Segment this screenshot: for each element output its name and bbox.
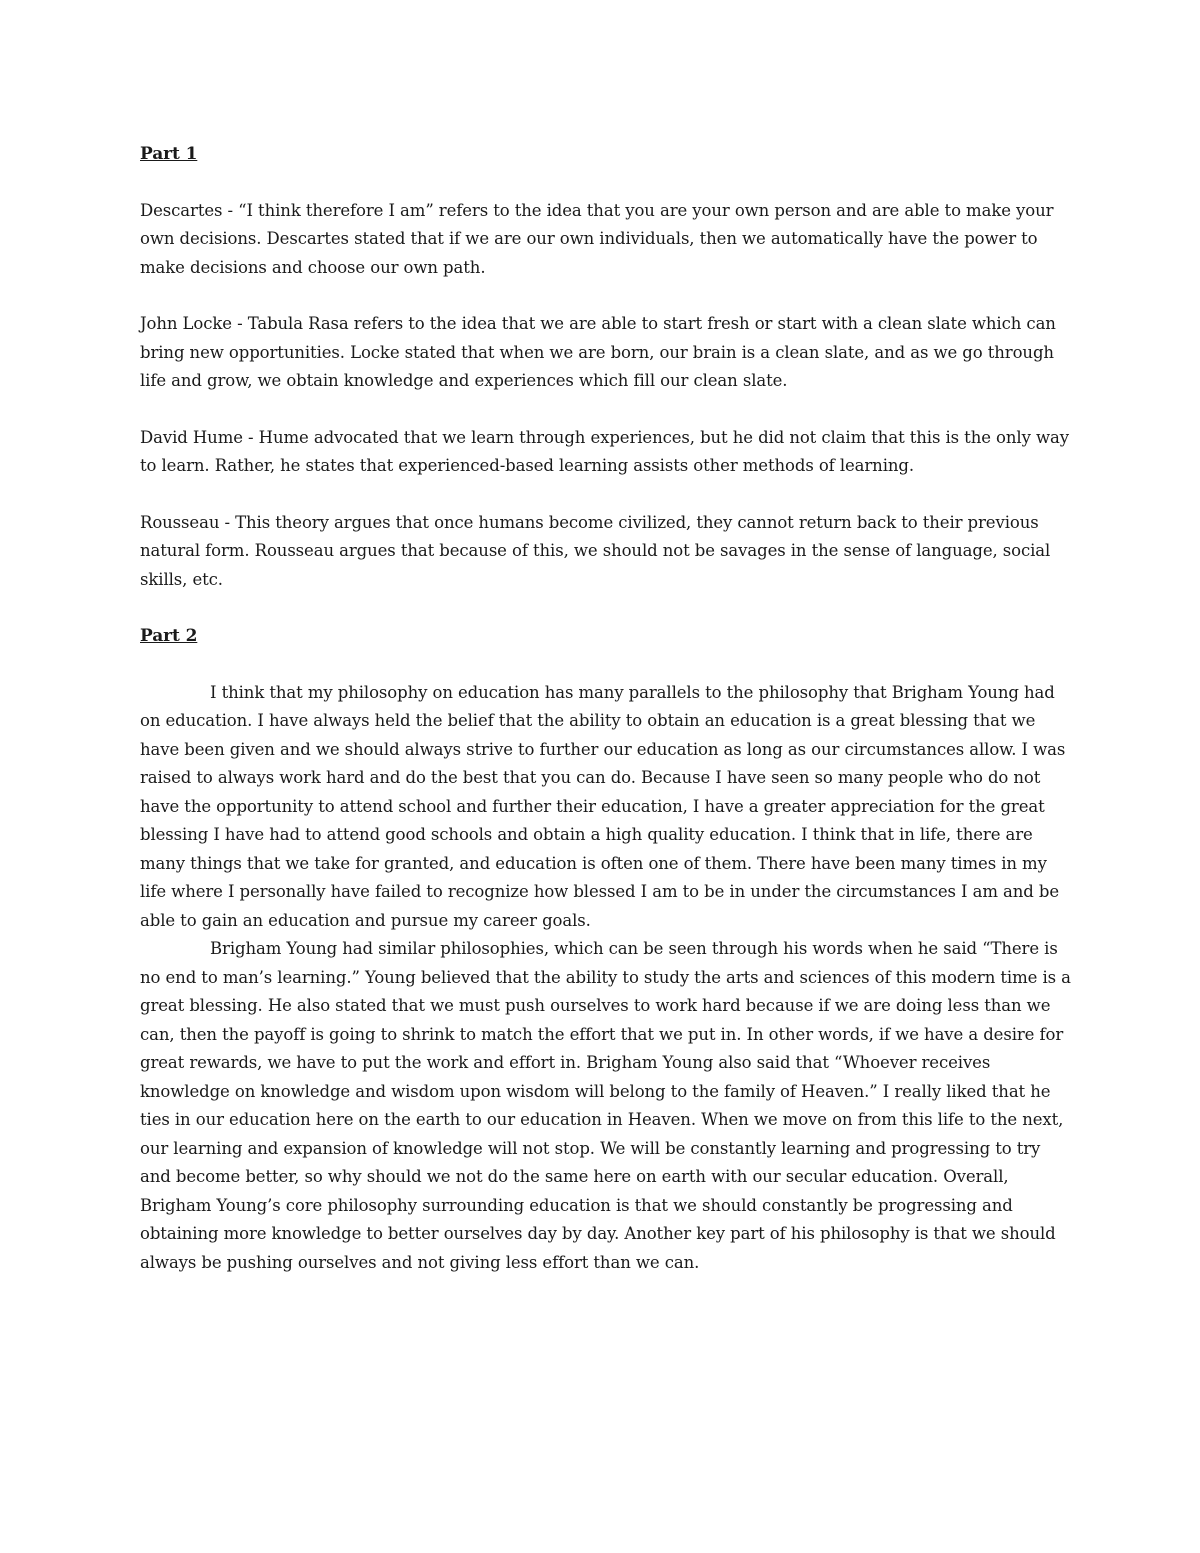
part1-heading: Part 1 (140, 144, 198, 164)
spacer (140, 651, 1075, 679)
document-body (140, 140, 1075, 1277)
part2-heading: Part 2 (140, 626, 198, 646)
paragraph-brigham-young: Brigham Young had similar philosophies, which can be seen through his words when he said “There is no end to man’s learning.” Young believed that the ability to study the arts and sciences of this modern time is a great blessing. He also stated that we must push ourselves to work hard because if we are doing less than we can, then the payoff is going to shrink to match the effort that we put in. In other words, if we have a desire for great rewards, we have to put the work and effort in. Brigham Young also said that “Whoever receives knowledge on knowledge and wisdom upon wisdom will belong to the family of Heaven.” I really liked that he ties in our education here on the earth to our education in Heaven. When we move on from this life to the next, our learning and expansion of knowledge will not stop. We will be constantly learning and progressing to try and become better, so why should we not do the same here on earth with our secular education. Overall, Brigham Young’s core philosophy surrounding education is that we should constantly be progressing and obtaining more knowledge to better ourselves day by day. Another key part of his philosophy is that we should always be pushing ourselves and not giving less effort than we can. (140, 939, 1071, 1272)
paragraph-education-philosophy: I think that my philosophy on education has many parallels to the philosophy that Brigham Young had on education. I have always held the belief that the ability to obtain an education is a great blessing that we have been given and we should always strive to further our education as long as our circumstances allow. I was raised to always work hard and do the best that you can do. Because I have seen so many people who do not have the opportunity to attend school and further their education, I have a greater appreciation for the great blessing I have had to attend good schools and obtain a high quality education. I think that in life, there are many things that we take for granted, and education is often one of them. There have been many times in my life where I personally have failed to recognize how blessed I am to be in under the circumstances I am and be able to gain an education and pursue my career goals. (140, 682, 1066, 930)
spacer (140, 169, 1075, 197)
paragraph-descartes: Descartes - “I think therefore I am” refers to the idea that you are your own person and are able to make your own decisions. Descartes stated that if we are our own individuals, then we automatically have the power to make decisions and choose our own path. (140, 200, 1054, 277)
paragraph-rousseau: Rousseau - This theory argues that once humans become civilized, they cannot return back to their previous natural form. Rousseau argues that because of this, we should not be savages in the sense of language, social skills, etc. (140, 512, 1051, 589)
paragraph-locke: John Locke - Tabula Rasa refers to the idea that we are able to start fresh or start with a clean slate which can bring new opportunities. Locke stated that when we are born, our brain is a clean slate, and as we go through life and grow, we obtain knowledge and experiences which fill our clean slate. (140, 314, 1056, 390)
paragraph-hume: David Hume - Hume advocated that we learn through experiences, but he did not claim that this is the only way to learn. Rather, he states that experienced-based learning assists other methods of learning. (140, 427, 1069, 475)
